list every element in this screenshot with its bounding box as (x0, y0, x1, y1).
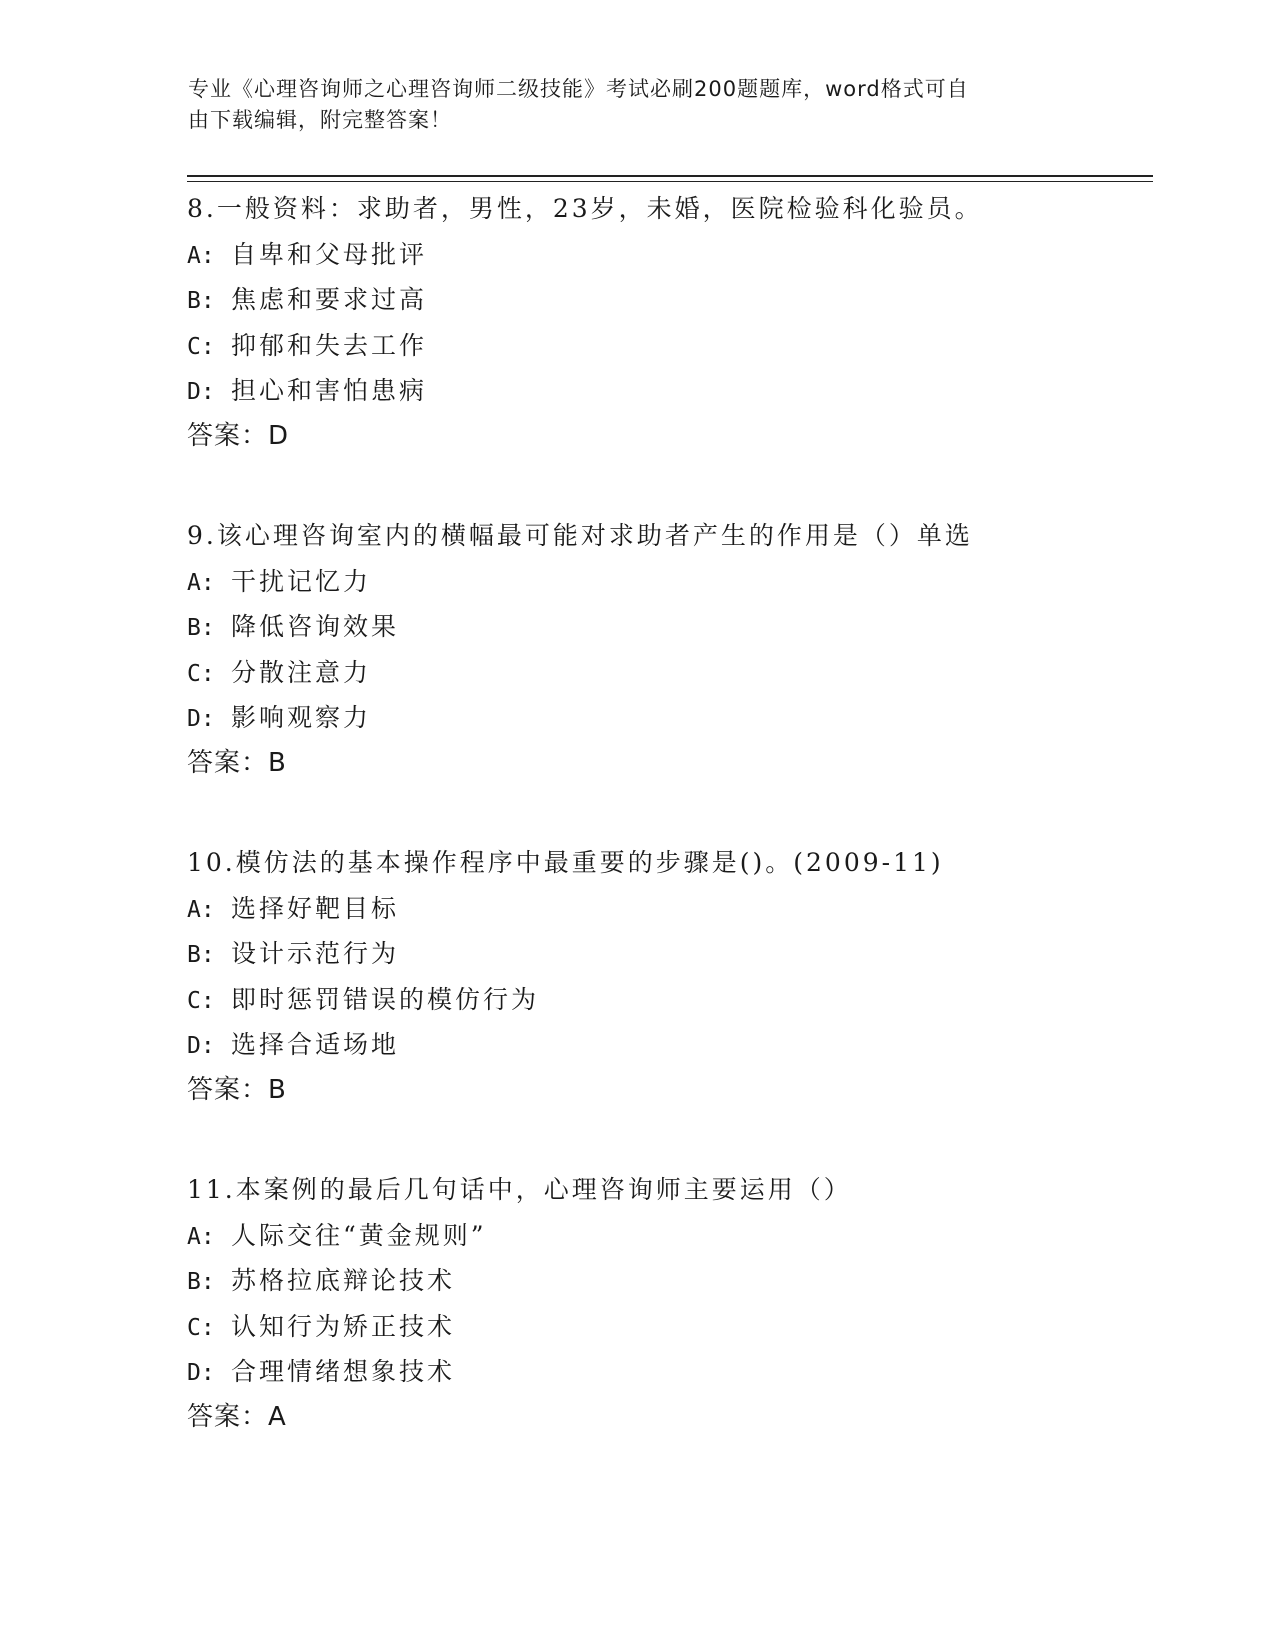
option-text: 合理情绪想象技术 (231, 1357, 456, 1386)
document-header (188, 74, 1068, 136)
option-c (187, 650, 1153, 696)
option-letter: C: (187, 1314, 215, 1341)
option-a (187, 559, 1153, 605)
question-stem: 11.本案例的最后几句话中，心理咨询师主要运用（） (187, 1175, 852, 1204)
option-text: 设计示范行为 (231, 939, 400, 968)
option-text: 人际交往“黄金规则” (231, 1220, 487, 1250)
option-a (187, 886, 1153, 932)
option-letter: D: (187, 1033, 215, 1059)
option-letter: D: (187, 1360, 215, 1386)
option-text: 认知行为矫正技术 (231, 1311, 456, 1341)
option-letter: B: (187, 1269, 215, 1295)
answer-label: 答案： (187, 420, 269, 451)
answer-value: A (268, 1401, 287, 1432)
option-text: 即时惩罚错误的模仿行为 (231, 984, 540, 1014)
option-text: 分散注意力 (231, 657, 372, 687)
option-letter: C: (187, 987, 215, 1014)
option-a (187, 1213, 1153, 1259)
option-text: 苏格拉底辩论技术 (231, 1266, 456, 1295)
question-list (187, 186, 1153, 1494)
option-letter: C: (187, 333, 215, 360)
answer-value: B (268, 747, 287, 778)
option-letter: A: (187, 242, 215, 269)
option-letter: A: (187, 896, 215, 923)
option-c (187, 977, 1153, 1023)
option-letter: D: (187, 706, 215, 732)
option-text: 影响观察力 (231, 703, 372, 732)
question-item (187, 840, 1153, 1113)
option-text: 自卑和父母批评 (231, 239, 428, 269)
answer-line (187, 741, 1153, 787)
question-item (187, 513, 1153, 786)
header-text-line-2: 由下载编辑，附完整答案！ (188, 108, 452, 132)
question-stem: 9.该心理咨询室内的横幅最可能对求助者产生的作用是（）单选 (187, 521, 973, 550)
question-stem: 8.一般资料：求助者，男性，23岁，未婚，医院检验科化验员。 (187, 194, 983, 223)
option-letter: B: (187, 288, 215, 314)
answer-line (187, 1068, 1153, 1114)
header-divider-thick (187, 175, 1153, 177)
header-divider-thin (187, 181, 1153, 182)
option-d (187, 1022, 1153, 1068)
question-item (187, 186, 1153, 459)
answer-label: 答案： (187, 1074, 269, 1105)
option-text: 抑郁和失去工作 (231, 330, 428, 360)
answer-label: 答案： (187, 747, 269, 778)
answer-line (187, 414, 1153, 460)
option-text: 选择合适场地 (231, 1030, 400, 1059)
option-b (187, 277, 1153, 323)
question-stem: 10.模仿法的基本操作程序中最重要的步骤是()。(2009-11) (187, 848, 944, 877)
option-text: 降低咨询效果 (231, 612, 400, 641)
option-letter: A: (187, 1223, 215, 1250)
option-text: 干扰记忆力 (231, 566, 372, 596)
option-letter: B: (187, 615, 215, 641)
option-text: 选择好靶目标 (231, 893, 400, 923)
option-b (187, 931, 1153, 977)
option-d (187, 368, 1153, 414)
question-item (187, 1167, 1153, 1440)
option-b (187, 1258, 1153, 1304)
option-d (187, 695, 1153, 741)
option-letter: A: (187, 569, 215, 596)
option-c (187, 1304, 1153, 1350)
option-text: 焦虑和要求过高 (231, 285, 428, 314)
answer-label: 答案： (187, 1401, 269, 1432)
option-c (187, 323, 1153, 369)
answer-value: B (268, 1074, 287, 1105)
option-letter: D: (187, 379, 215, 405)
option-letter: B: (187, 942, 215, 968)
option-a (187, 232, 1153, 278)
option-b (187, 604, 1153, 650)
answer-value: D (268, 420, 290, 451)
option-letter: C: (187, 660, 215, 687)
header-text-line-1: 专业《心理咨询师之心理咨询师二级技能》考试必刷200题题库，word格式可自 (188, 77, 969, 101)
option-text: 担心和害怕患病 (231, 376, 428, 405)
answer-line (187, 1395, 1153, 1441)
option-d (187, 1349, 1153, 1395)
